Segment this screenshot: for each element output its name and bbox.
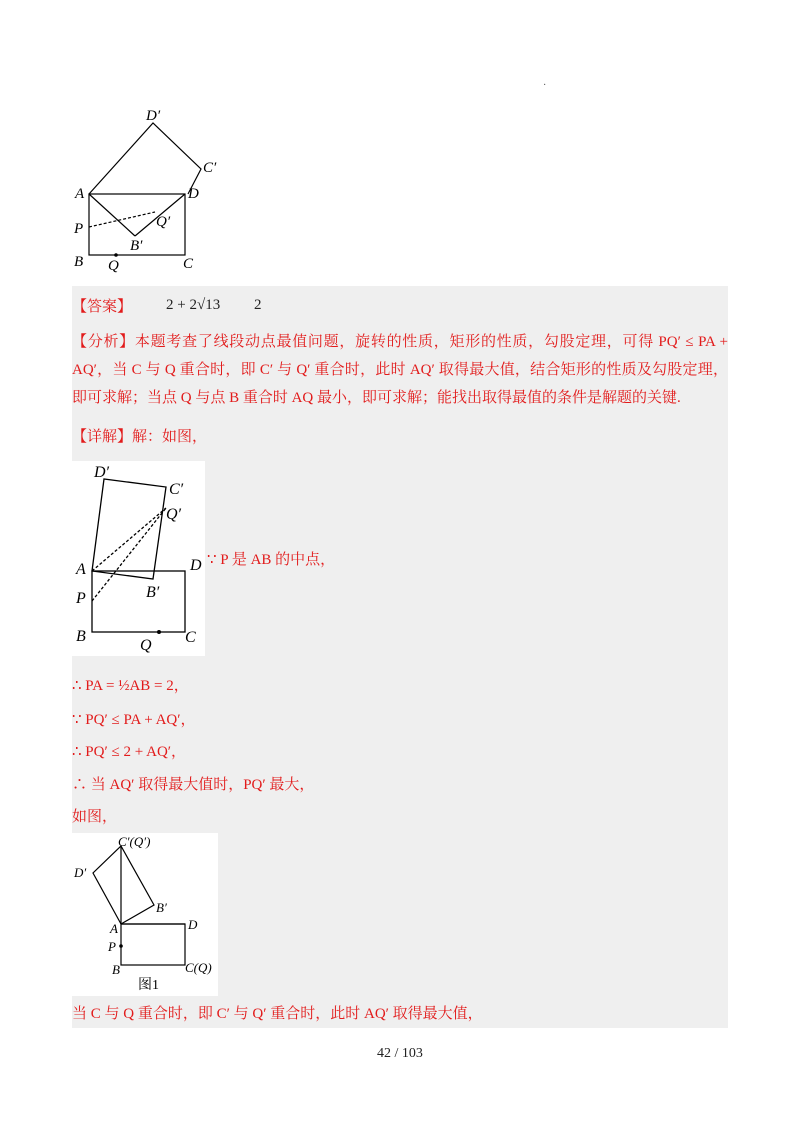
fig2-label-A: A xyxy=(76,561,86,578)
page-number: 42 / 103 xyxy=(377,1046,423,1061)
stray-dot: · xyxy=(543,80,547,91)
equation-3: ∴ PQ′ ≤ 2 + AQ′， xyxy=(72,744,187,760)
as-figure-line: 如图， xyxy=(72,809,118,825)
fig3-label-CQ: C(Q) xyxy=(185,960,212,975)
fig3-label-D: D xyxy=(188,917,198,932)
fig2-label-Bp: B′ xyxy=(146,584,160,601)
fig2-label-D: D xyxy=(190,557,202,574)
label-A: A xyxy=(75,186,85,202)
label-Cp: C′ xyxy=(203,160,217,176)
answer-tag: 【答案】 xyxy=(72,299,133,315)
label-Qp: Q′ xyxy=(156,214,171,230)
equation-4: ∴ 当 AQ′ 取得最大值时，PQ′ 最大， xyxy=(72,777,315,793)
analysis-paragraph xyxy=(72,328,728,412)
fig3-label-CpQp: C′(Q′) xyxy=(118,834,151,849)
fig3-label-Dp: D′ xyxy=(74,865,87,880)
equation-2: ∵ PQ′ ≤ PA + AQ′， xyxy=(72,712,196,728)
label-Q: Q xyxy=(108,258,119,274)
detail-tag: 【详解】 xyxy=(72,429,133,445)
fig2-label-B: B xyxy=(76,628,86,645)
label-C: C xyxy=(183,256,194,272)
fig3-label-Bp: B′ xyxy=(156,900,167,915)
detail-line xyxy=(72,427,207,447)
fig2-label-C: C xyxy=(185,629,196,646)
fig2-label-Dp: D′ xyxy=(94,464,110,481)
figure-3-box xyxy=(72,833,218,996)
figure-2-box xyxy=(72,461,205,656)
label-Dp: D′ xyxy=(146,108,161,124)
fig2-label-Cp: C′ xyxy=(169,481,184,498)
answer-value-1: 2 + 2√13 xyxy=(166,297,221,313)
label-Bp: B′ xyxy=(130,238,143,254)
fig2-label-Qp: Q′ xyxy=(166,506,182,523)
equation-1: ∴ PA = ½AB = 2， xyxy=(72,678,189,694)
label-B: B xyxy=(74,254,84,270)
analysis-tag: 【分析】 xyxy=(72,334,135,350)
figure-2 xyxy=(72,461,205,656)
fig3-label-A: A xyxy=(110,921,118,936)
detail-intro: 解：如图， xyxy=(132,429,208,445)
label-P: P xyxy=(74,221,84,237)
analysis-text: 本题考查了线段动点最值问题，旋转的性质，矩形的性质，勾股定理，可得 PQ′ ≤ PA + AQ′，当 C 与 Q 重合时，即 C′ 与 Q′ 重合时，此时 AQ′ 取得最大值，结合矩形的性质及勾股定理，即可求解；当点 Q 与点 B 重合时 AQ 最小，即可求解；能找出取得最值的条件是解题的关键. xyxy=(72,334,728,406)
fig3-label-P: P xyxy=(108,939,116,954)
final-line: 当 C 与 Q 重合时，即 C′ 与 Q′ 重合时，此时 AQ′ 取得最大值， xyxy=(72,1006,483,1022)
answer-value-2: 2 xyxy=(254,297,262,313)
top-geometry-figure xyxy=(70,100,230,275)
since-p-midpoint: ∵ P 是 AB 的中点， xyxy=(207,552,336,568)
fig2-label-P: P xyxy=(76,590,86,607)
label-D: D xyxy=(188,186,199,202)
fig3-label-B: B xyxy=(112,962,120,977)
figure-3 xyxy=(72,833,218,996)
fig3-caption: 图1 xyxy=(138,978,159,993)
fig2-label-Q: Q xyxy=(140,637,152,654)
